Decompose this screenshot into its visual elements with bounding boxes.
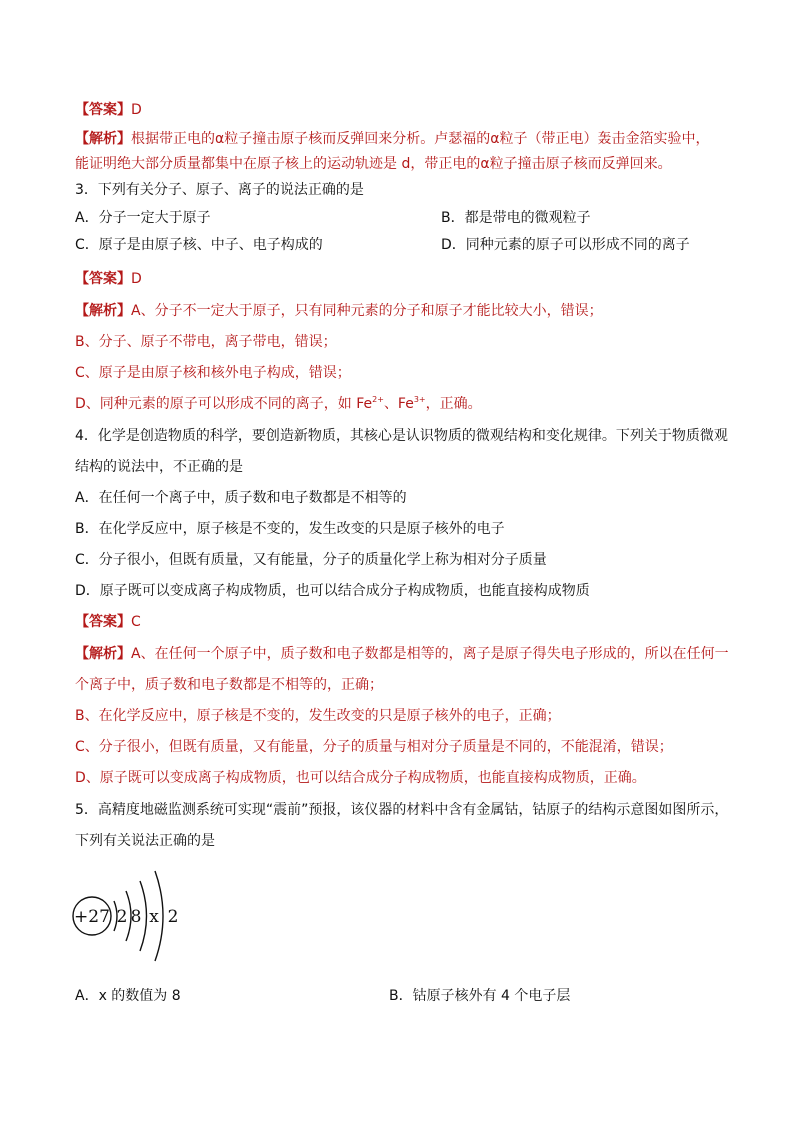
q4-stem-line1: 4．化学是创造物质的科学，要创造新物质，其核心是认识物质的微观结构和变化规律。下列关于物质微观 — [75, 428, 728, 444]
analysis-text: A、分子不一定大于原子，只有同种元素的分子和原子才能比较大小，错误； — [131, 303, 603, 319]
q4-stem-line2: 结构的说法中，不正确的是 — [75, 459, 243, 475]
q3-analysis-d — [75, 395, 482, 413]
shell-1-electrons: 2 — [116, 907, 128, 927]
q4-answer — [75, 613, 141, 631]
analysis-text: A、在任何一个原子中，质子数和电子数都是相等的，离子是原子得失电子形成的，所以在任何一 — [131, 646, 729, 662]
answer-tag: 【答案】 — [75, 614, 131, 630]
q5-option-a: A．x 的数值为 8 — [75, 988, 181, 1004]
shell-4-electrons: 2 — [167, 907, 179, 927]
analysis-tag: 【解析】 — [75, 131, 131, 147]
answer-tag: 【答案】 — [75, 102, 131, 118]
q4-option-a: A．在任何一个离子中，质子数和电子数都是不相等的 — [75, 490, 407, 506]
q4-analysis-a-line2: 个离子中，质子数和电子数都是不相等的，正确； — [75, 677, 383, 693]
analysis-d-mid: 、Fe — [383, 396, 414, 412]
q3-analysis-c: C、原子是由原子核和核外电子构成，错误； — [75, 365, 351, 381]
answer-letter: D — [131, 102, 142, 118]
q4-analysis-d: D、原子既可以变成离子构成物质，也可以结合成分子构成物质，也能直接构成物质，正确。 — [75, 770, 646, 786]
q4-option-b: B．在化学反应中，原子核是不变的，发生改变的只是原子核外的电子 — [75, 521, 505, 537]
q4-option-d: D．原子既可以变成离子构成物质，也可以结合成分子构成物质，也能直接构成物质 — [75, 583, 590, 599]
q5-stem-line1: 5．高精度地磁监测系统可实现“震前”预报，该仪器的材料中含有金属钴，钴原子的结构示意图如图所示， — [75, 802, 729, 818]
q3-analysis-a — [75, 302, 603, 320]
analysis-d-suffix: ，正确。 — [425, 396, 482, 412]
q3-analysis-b: B、分子、原子不带电，离子带电，错误； — [75, 334, 337, 350]
q2-analysis-line1 — [75, 130, 709, 148]
q5-option-b: B．钴原子核外有 4 个电子层 — [389, 988, 571, 1004]
q2-answer — [75, 101, 142, 119]
shell-3-electrons: x — [149, 907, 159, 927]
answer-letter: C — [131, 614, 141, 630]
q3-option-b: B．都是带电的微观粒子 — [441, 210, 591, 226]
q2-analysis-line2: 能证明绝大部分质量都集中在原子核上的运动轨迹是 d，带正电的α粒子撞击原子核而反弹回来。 — [75, 156, 672, 172]
q3-answer — [75, 270, 142, 288]
q5-stem-line2: 下列有关说法正确的是 — [75, 833, 215, 849]
shell-2-electrons: 8 — [130, 907, 142, 927]
q4-analysis-b: B、在化学反应中，原子核是不变的，发生改变的只是原子核外的电子，正确； — [75, 708, 561, 724]
q4-analysis-a-line1 — [75, 645, 729, 663]
analysis-text: 根据带正电的α粒子撞击原子核而反弹回来分析。卢瑟福的α粒子（带正电）轰击金箔实验中， — [131, 131, 710, 147]
q3-option-d: D．同种元素的原子可以形成不同的离子 — [441, 237, 690, 253]
q3-option-c: C．原子是由原子核、中子、电子构成的 — [75, 237, 323, 253]
q3-option-a: A．分子一定大于原子 — [75, 210, 211, 226]
q4-analysis-c: C、分子很小，但既有质量，又有能量，分子的质量与相对分子质量是不同的，不能混淆，错误； — [75, 739, 673, 755]
cobalt-atom-structure-diagram — [70, 865, 190, 965]
nucleus-charge: +27 — [74, 907, 110, 927]
answer-letter: D — [131, 271, 142, 287]
analysis-tag: 【解析】 — [75, 303, 131, 319]
analysis-tag: 【解析】 — [75, 646, 131, 662]
fe2-charge: 2+ — [372, 395, 384, 404]
analysis-d-prefix: D、同种元素的原子可以形成不同的离子，如 Fe — [75, 396, 373, 412]
answer-tag: 【答案】 — [75, 271, 131, 287]
q4-option-c: C．分子很小，但既有质量，又有能量，分子的质量化学上称为相对分子质量 — [75, 552, 547, 568]
fe3-charge: 3+ — [413, 395, 426, 404]
q3-stem: 3．下列有关分子、原子、离子的说法正确的是 — [75, 182, 364, 198]
